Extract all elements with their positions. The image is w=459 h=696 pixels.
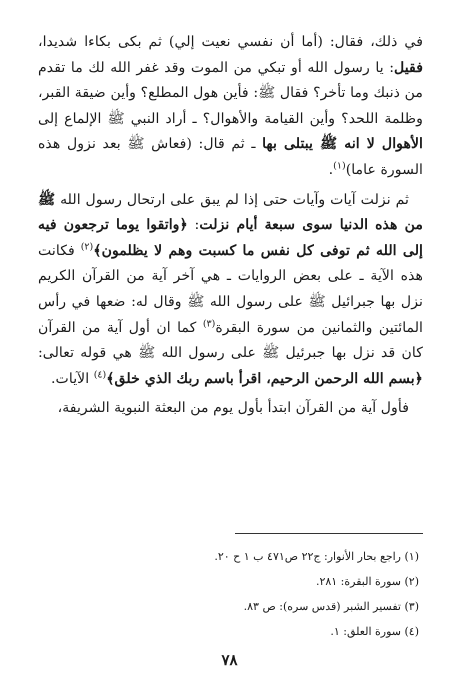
footnote-2: (٢) سورة البقرة: ٢٨١. [315,575,419,588]
footnote-3: (٣) تفسير الشبر (قدس سره): ص ٨٣. [243,600,419,613]
paragraph-2 [38,188,423,393]
paragraph-3: فأول آية من القرآن ابتدأ بأول يوم من البعثة النبوية الشريفة، [57,400,409,417]
footnote-4: (٤) سورة العلق: ١. [330,625,419,638]
page-number: ٧٨ [221,651,238,669]
footnote-ref-2: (٢) [80,241,94,253]
paragraph-2-bold-1: ﷺ من هذه الدنيا سوى سبعة أيام نزلت [38,191,423,234]
footnote-divider [235,533,423,534]
paragraph-1-end: . [328,161,334,178]
footnote-ref-4: (٤) [93,368,107,380]
paragraph-2-part-1: ثم نزلت آيات وآيات حتى إذا لم يبق على ارتحال رسول الله [55,191,409,208]
quran-verse-2: ﴿بسم الله الرحمن الرحيم، اقرأ باسم ربك الذي خلق﴾ [106,370,423,387]
footnote-1: (١) راجع بحار الأنوار: ج٢٢ ص٤٧١ ب ١ ح ٢٠. [214,550,419,563]
footnote-ref-3: (٣) [202,317,216,329]
paragraph-2-colon: : [187,217,200,234]
footnote-ref-1: (١) [333,160,346,172]
quran-verse-1: ﴿واتقوا يوما ترجعون فيه إلى الله ثم توفى كل نفس ما كسبت وهم لا يظلمون﴾ [38,217,423,259]
paragraph-2-end: الآيات. [51,370,94,387]
footnotes [38,544,419,644]
paragraph-1-part-2: : يا رسول الله أو تبكي من الموت وقد غفر الله لك ما تقدم من ذنبك وما تأخر؟ فقال ﷺ: فأين هول المطلع؟ وأين ضيقة القبر، وظلمة اللحد؟ وأين القيامة والأهوال؟ ـ أراد النبي ﷺ الإلماع إلى [38,59,423,127]
paragraph-1-bold-1: فقيل [394,59,423,76]
paragraph-1 [38,30,423,184]
main-text [38,30,423,422]
paragraph-2-part-3: كما ان أول آية من القرآن كان قد نزل بها جبرئيل ﷺ على رسول الله ﷺ هي قوله تعالى: [38,319,423,362]
paragraph-2-part-2: فكانت هذه الآية ـ على بعض الروايات ـ هي آخر آية من القرآن الكريم نزل بها جبرائيل ﷺ على رسول الله ﷺ وقال له: ضعها في رأس المائتين والثمانين من سورة البقرة [38,242,423,336]
paragraph-1-part-1: في ذلك، فقال: (أما أن نفسي نعيت إلي) ثم بكى بكاءا شديدا، [38,34,423,50]
paragraph-1-part-3: ـ ثم قال: (فعاش ﷺ بعد نزول هذه السورة عاما) [38,136,423,178]
paragraph-1-bold-2: الأهوال لا انه ﷺ يبتلى بها [262,136,423,153]
